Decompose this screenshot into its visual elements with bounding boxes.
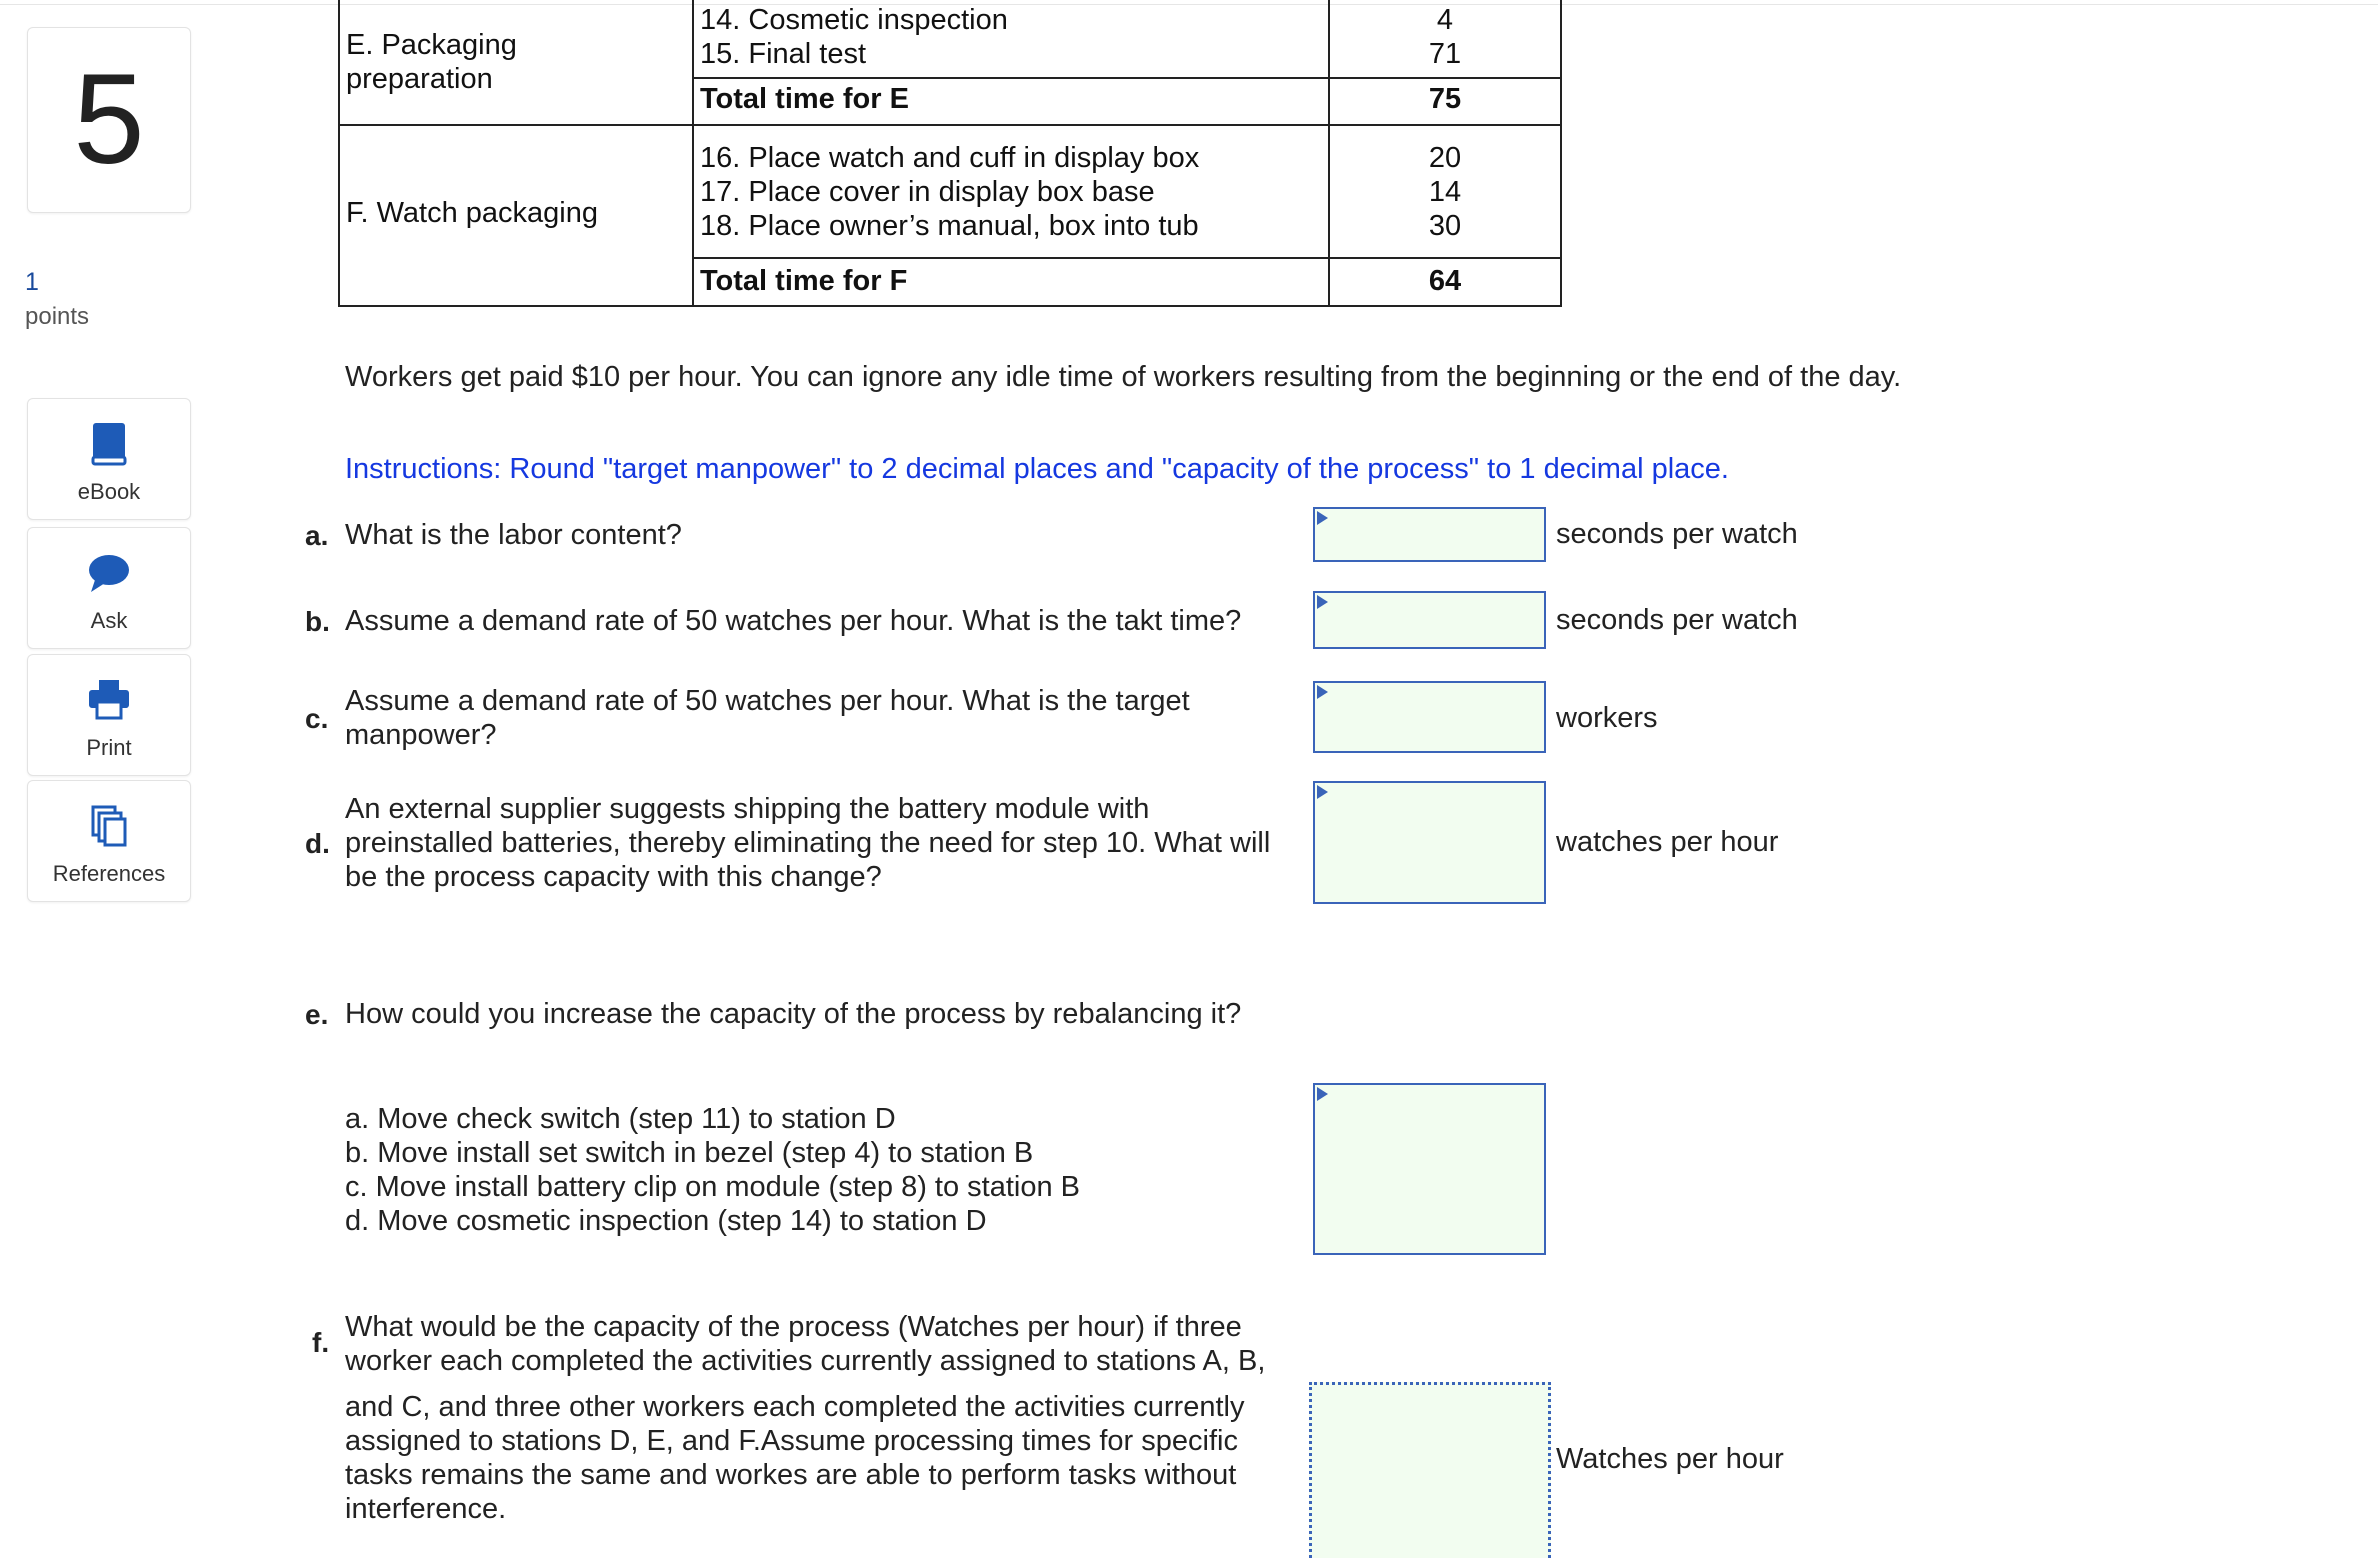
question-d-letter: d. — [305, 828, 330, 859]
question-c-text: Assume a demand rate of 50 watches per hour. What is the target manpower? — [345, 685, 1190, 751]
unit-d: watches per hour — [1556, 826, 1779, 858]
question-c-letter: c. — [305, 703, 329, 734]
ask-button[interactable] — [27, 527, 191, 649]
time-value: 71 — [1428, 37, 1462, 70]
question-d-text: An external supplier suggests shipping the battery module with preinstalled batteries, thereby eliminating the need for step 10. What will be the process capacity with this change? — [345, 793, 1271, 893]
times-cell — [1329, 125, 1561, 306]
times-cell — [1329, 0, 1561, 125]
question-a-text: What is the labor content? — [345, 519, 682, 551]
question-e-options — [345, 1102, 1080, 1238]
step-item: 17. Place cover in display box base — [700, 176, 1155, 208]
references-button[interactable] — [27, 780, 191, 902]
points-value: 1 — [25, 268, 39, 296]
flag-icon — [1317, 595, 1328, 609]
chat-bubble-icon — [28, 548, 190, 598]
step-item: 16. Place watch and cuff in display box — [700, 142, 1200, 174]
station-cell: E. Packaging preparation — [339, 0, 693, 125]
step-item: 18. Place owner’s manual, box into tub — [700, 210, 1199, 242]
step-item: 14. Cosmetic inspection — [700, 3, 1008, 36]
table-row — [339, 125, 1561, 306]
time-value: 30 — [1428, 210, 1462, 242]
question-number-card — [27, 27, 191, 213]
unit-f: Watches per hour — [1556, 1443, 1784, 1475]
option-item: b. Move install set switch in bezel (step 4) to station B — [345, 1137, 1034, 1169]
question-b-text: Assume a demand rate of 50 watches per hour. What is the takt time? — [345, 605, 1242, 637]
print-label: Print — [86, 735, 132, 760]
answer-b-input[interactable] — [1313, 591, 1546, 649]
answer-f-input[interactable] — [1309, 1382, 1551, 1558]
total-value: 64 — [1330, 257, 1560, 304]
references-label: References — [52, 861, 166, 886]
intro-text: Workers get paid $10 per hour. You can ignore any idle time of workers resulting from the beginning or the end of the day. — [345, 361, 1902, 393]
question-e-letter: e. — [305, 999, 329, 1030]
station-cell: F. Watch packaging — [339, 125, 693, 306]
steps-cell — [693, 0, 1329, 125]
option-item: a. Move check switch (step 11) to station D — [345, 1103, 896, 1135]
total-value: 75 — [1330, 77, 1560, 122]
flag-icon — [1317, 685, 1328, 699]
steps-cell — [693, 125, 1329, 306]
answer-a-input[interactable] — [1313, 507, 1546, 562]
question-f-text-part1: What would be the capacity of the process (Watches per hour) if three worker each completed the activities currently assigned to stations A, B, — [345, 1311, 1266, 1377]
unit-a: seconds per watch — [1556, 518, 1798, 550]
print-button[interactable] — [27, 654, 191, 776]
question-b-letter: b. — [305, 606, 330, 637]
flag-icon — [1317, 1087, 1328, 1101]
table-row — [339, 0, 1561, 125]
option-item: c. Move install battery clip on module (step 8) to station B — [345, 1171, 1081, 1203]
points-label: points — [25, 303, 90, 330]
question-a-letter: a. — [305, 520, 329, 551]
time-value: 14 — [1428, 176, 1462, 208]
question-f-letter: f. — [312, 1327, 330, 1358]
question-f-text-part2: and C, and three other workers each completed the activities currently assigned to stations D, E, and F.Assume processing times for specific tasks remains the same and workes are able to perform tasks without interference. — [345, 1391, 1245, 1525]
ebook-button[interactable] — [27, 398, 191, 520]
unit-c: workers — [1556, 702, 1658, 734]
time-value: 20 — [1428, 142, 1462, 174]
flag-icon — [1317, 785, 1328, 799]
question-e-text: How could you increase the capacity of the process by rebalancing it? — [345, 998, 1242, 1030]
step-item: 15. Final test — [700, 37, 867, 70]
total-label: Total time for F — [694, 257, 1328, 304]
printer-icon — [28, 675, 190, 725]
flag-icon — [1317, 511, 1328, 525]
unit-b: seconds per watch — [1556, 604, 1798, 636]
option-item: d. Move cosmetic inspection (step 14) to station D — [345, 1205, 987, 1237]
task-table — [338, 0, 1562, 307]
answer-d-input[interactable] — [1313, 781, 1546, 904]
documents-icon — [28, 801, 190, 851]
instructions-text: Instructions: Round "target manpower" to 2 decimal places and "capacity of the process" to 1 decimal place. — [345, 453, 1729, 485]
question-number: 5 — [73, 48, 145, 191]
total-label: Total time for E — [694, 77, 1328, 122]
ask-label: Ask — [90, 608, 128, 633]
ebook-label: eBook — [77, 479, 141, 504]
time-value: 4 — [1436, 3, 1454, 36]
answer-e-dropdown[interactable] — [1313, 1083, 1546, 1255]
book-icon — [28, 419, 190, 469]
answer-c-input[interactable] — [1313, 681, 1546, 753]
